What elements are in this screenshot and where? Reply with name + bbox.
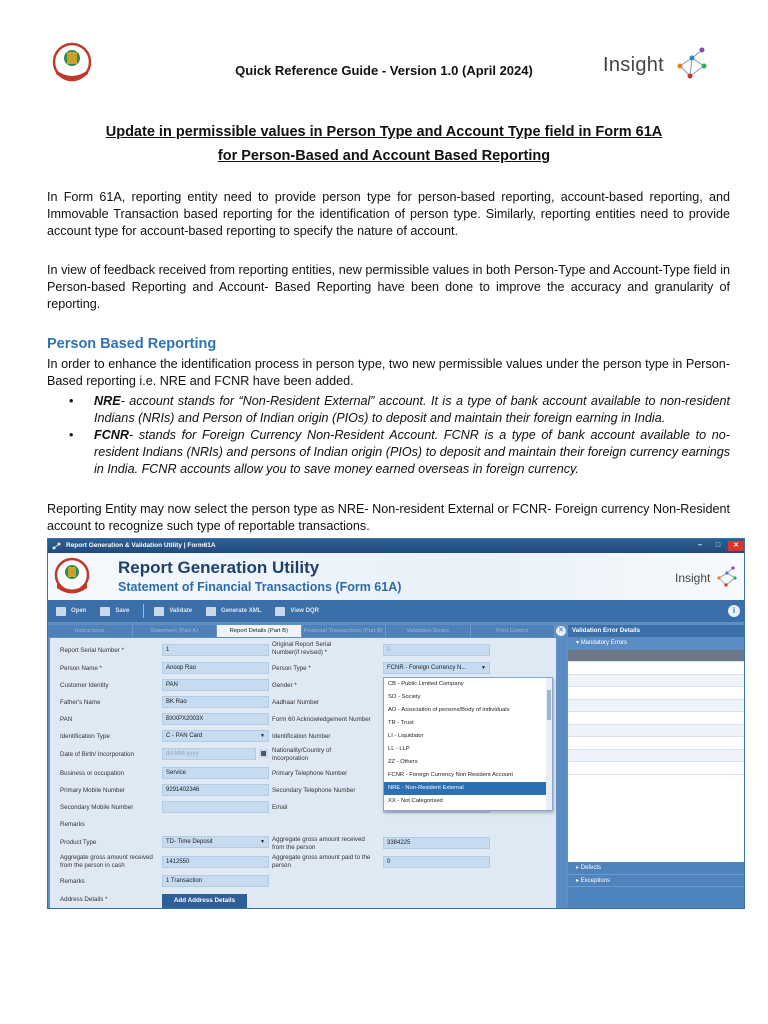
insight-network-logo-icon (672, 44, 712, 84)
dropdown-option[interactable]: ZZ - Others (388, 759, 418, 765)
pan-input[interactable]: BXXPX2003X (162, 713, 269, 725)
banner-title: Report Generation Utility (118, 558, 320, 577)
field-label: Person Name * (60, 665, 102, 672)
field-label: Product Type (60, 839, 97, 846)
expand-icon: ▸ (576, 865, 581, 871)
field-label: Secondary Telephone Number (272, 787, 356, 794)
close-icon[interactable]: ✕ (728, 541, 744, 551)
report-details-form (50, 638, 556, 909)
folder-icon (56, 607, 66, 616)
generate-xml-button[interactable]: Generate XML (206, 607, 261, 616)
banner-brand-text: Insight (675, 571, 711, 585)
field-label: Primary Telephone Number (272, 770, 348, 777)
validation-row (568, 712, 745, 725)
dropdown-option-highlighted[interactable]: NRE - Non-Resident External (384, 782, 552, 795)
tab-financial-transactions[interactable]: Financial Transactions (Part B) (302, 625, 387, 637)
mandatory-errors-group[interactable]: ▾ Mandatory Errors (568, 637, 745, 650)
closing-paragraph: Reporting Entity may now select the person type as NRE- Non-resident External or FCNR- Foreign currency Non-Resident account to recognize such type of reportable transactions. (47, 502, 730, 533)
dropdown-option[interactable]: SO - Society (388, 694, 421, 700)
info-icon[interactable]: i (728, 605, 740, 617)
business-occupation-input[interactable]: Service (162, 767, 269, 779)
validation-row (568, 687, 745, 700)
tab-print-control[interactable]: Print Control (471, 625, 556, 637)
report-serial-number-input[interactable]: 1 (162, 644, 269, 656)
app-banner (48, 553, 745, 600)
validation-row (568, 750, 745, 763)
minimize-icon[interactable]: – (698, 542, 702, 549)
person-type-select[interactable]: FCNR - Foreign Currency N... ▼ (383, 662, 490, 674)
check-icon (154, 607, 164, 616)
field-label: Identification Number (272, 733, 331, 740)
tab-strip (48, 625, 555, 637)
cash-amount-input[interactable]: 1412550 (162, 856, 269, 868)
insight-network-logo-icon (715, 565, 739, 589)
field-label: Business or occupation (60, 770, 124, 777)
close-tab-icon[interactable]: ✕ (556, 626, 566, 636)
bullet-list (47, 393, 730, 478)
toolbar-divider (143, 604, 144, 618)
exceptions-group[interactable]: ▸ Exceptions (568, 875, 745, 888)
tab-validation-errors[interactable]: Validation Errors (386, 625, 471, 637)
field-label: Nationality/Country of Incorporation (272, 747, 332, 762)
field-label: Aggregate gross amount received from the person (272, 836, 365, 851)
bullet-item-nre (47, 393, 730, 427)
section-intro-paragraph: In order to enhance the identification process in person type, two new permissible values under the person type in Person-Based reporting i.e. NRE and FCNR have been added. (47, 357, 730, 388)
field-label: PAN (60, 716, 73, 723)
view-dqr-button[interactable]: View DQR (275, 607, 319, 616)
form-scrollbar[interactable] (558, 638, 566, 909)
field-label: Primary Mobile Number (60, 787, 125, 794)
field-label: Identification Type (60, 733, 110, 740)
customer-identity-input[interactable]: PAN (162, 679, 269, 691)
tab-report-details-part-b[interactable]: Report Details (Part B) (217, 625, 302, 637)
person-type-dropdown-list (383, 677, 553, 811)
bullet-term: FCNR (94, 428, 129, 442)
document-title-line-1: Update in permissible values in Person Type and Account Type field in Form 61A (105, 124, 663, 140)
field-label: Aggregate gross amount paid to the person (272, 854, 371, 869)
add-address-details-button[interactable]: Add Address Details (162, 894, 247, 908)
dropdown-option[interactable]: AO - Association of persons/Body of individuals (388, 707, 510, 713)
report-utility-window (47, 538, 745, 909)
guide-version-title: Quick Reference Guide - Version 1.0 (April 2024) (235, 63, 533, 78)
bullet-dot-icon: • (69, 428, 74, 442)
field-label: Aggregate gross amount received from the person in cash (60, 854, 153, 869)
window-title: Report Generation & Validation Utility | Form61A (66, 542, 216, 549)
validate-button[interactable]: Validate (154, 607, 192, 616)
field-label: Remarks (60, 821, 85, 828)
chevron-down-icon: ▼ (260, 733, 265, 739)
validation-row (568, 700, 745, 713)
bullet-term: NRE (94, 394, 121, 408)
tab-statement-part-a[interactable]: Statement (Part A) (133, 625, 218, 637)
xml-icon (206, 607, 216, 616)
app-icon (52, 542, 61, 550)
field-label: Aadhaar Number (272, 699, 320, 706)
feedback-paragraph: In view of feedback received from reporting entities, new permissible values in both Person-Type and Account-Type field in Person-based Reporting and Account- Based Reporting have been done to improve the accuracy and granularity of reporting. (47, 263, 730, 311)
product-type-select[interactable]: TD- Time Deposit ▼ (162, 836, 269, 848)
tab-instructions[interactable]: Instructions (48, 625, 133, 637)
bullet-item-fcnr (47, 427, 730, 478)
field-label: Date of Birth/ Incorporation (60, 751, 134, 758)
dropdown-option[interactable]: XX - Not Categorised (388, 798, 443, 804)
section-heading: Person Based Reporting (47, 336, 217, 352)
window-title-bar (48, 539, 745, 553)
report-icon (275, 607, 285, 616)
dropdown-option[interactable]: CB - Public Limited Company (388, 681, 464, 687)
primary-mobile-input[interactable]: 9291402346 (162, 784, 269, 796)
expand-icon: ▸ (576, 877, 581, 884)
intro-paragraph: In Form 61A, reporting entity need to provide person type for person-based reporting, account-based reporting, and Immovable Transaction based reporting for the identification of person type. Similarly, reporting entities need to provide account type for account-based reporting to specify the nature of account. (47, 190, 730, 238)
save-icon (100, 607, 110, 616)
remarks-input[interactable] (162, 818, 269, 830)
field-label: Report Serial Number * (60, 647, 124, 654)
validation-footer (568, 862, 745, 909)
field-label: Customer Identity (60, 682, 109, 689)
field-label: Gender * (272, 682, 297, 689)
dropdown-scrollbar[interactable] (546, 678, 552, 810)
banner-subtitle: Statement of Financial Transactions (Form 61A) (118, 580, 402, 594)
save-button[interactable]: Save (100, 607, 129, 616)
dropdown-option[interactable]: TR - Trust (388, 720, 414, 726)
field-label: Form 60 Acknowledgement Number (272, 716, 371, 723)
validation-row (568, 725, 745, 738)
document-title-line-2: for Person-Based and Account Based Reporting (217, 148, 551, 164)
dropdown-option[interactable]: LL - LLP (388, 746, 410, 752)
person-name-input[interactable]: Anoop Rao (162, 662, 269, 674)
open-button[interactable]: Open (56, 607, 86, 616)
collapse-icon: ▾ (576, 640, 581, 646)
validation-row (568, 662, 745, 675)
amount-received-input[interactable]: 3384225 (383, 837, 490, 849)
field-label: Remarks (60, 878, 85, 885)
toolbar (48, 600, 745, 622)
original-serial-number-input[interactable]: 0 (383, 644, 490, 656)
amount-paid-input[interactable]: 0 (383, 856, 490, 868)
remarks-2-input[interactable]: 1 Transaction (162, 875, 269, 887)
validation-row (568, 737, 745, 750)
maximize-icon[interactable]: □ (715, 542, 721, 549)
field-label: Father's Name (60, 699, 101, 706)
bullet-dot-icon: • (69, 394, 74, 408)
identification-type-select[interactable]: C - PAN Card ▼ (162, 730, 269, 742)
validation-row (568, 675, 745, 688)
insight-brand-text: Insight (603, 54, 665, 76)
chevron-down-icon: ▼ (260, 839, 265, 845)
validation-panel-title: Validation Error Details (568, 625, 745, 637)
field-label: Original Report Serial Number(if revised) * (272, 641, 332, 656)
validation-row (568, 762, 745, 775)
father-name-input[interactable]: BK Rao (162, 696, 269, 708)
defects-group[interactable]: ▸ Defects (568, 862, 745, 875)
income-tax-emblem-logo (54, 557, 90, 595)
field-label: Secondary Mobile Number (60, 804, 134, 811)
dropdown-option[interactable]: FCNR - Foreign Currency Non Resident Account (388, 772, 514, 778)
validation-row (568, 650, 745, 663)
field-label: Email (272, 804, 288, 811)
dropdown-option[interactable]: LI - Liquidator (388, 733, 424, 739)
calendar-icon[interactable] (259, 749, 268, 758)
field-label: Address Details * (60, 896, 108, 903)
date-of-birth-input[interactable]: dd-MM-yyyy (162, 748, 256, 760)
bullet-text: - account stands for “Non-Resident External” account. It is a type of bank account available to non-resident Indians (NRIs) and Person of Indian origin (PIOs) to deposit and maintain their foreign earning in India. (94, 394, 730, 425)
chevron-down-icon: ▼ (481, 665, 486, 671)
bullet-text: - stands for Foreign Currency Non-Resident Account. FCNR is a type of bank account available to no-resident Indians (NRIs) and persons of Indian origin (PIOs) to deposit and maintain their foreign currency earnings in India. FCNR accounts allow you to save money earned overseas in foreign currency. (94, 428, 730, 476)
field-label: Person Type * (272, 665, 311, 672)
secondary-mobile-input[interactable] (162, 801, 269, 813)
window-controls (692, 541, 744, 551)
validation-error-panel (568, 625, 745, 909)
